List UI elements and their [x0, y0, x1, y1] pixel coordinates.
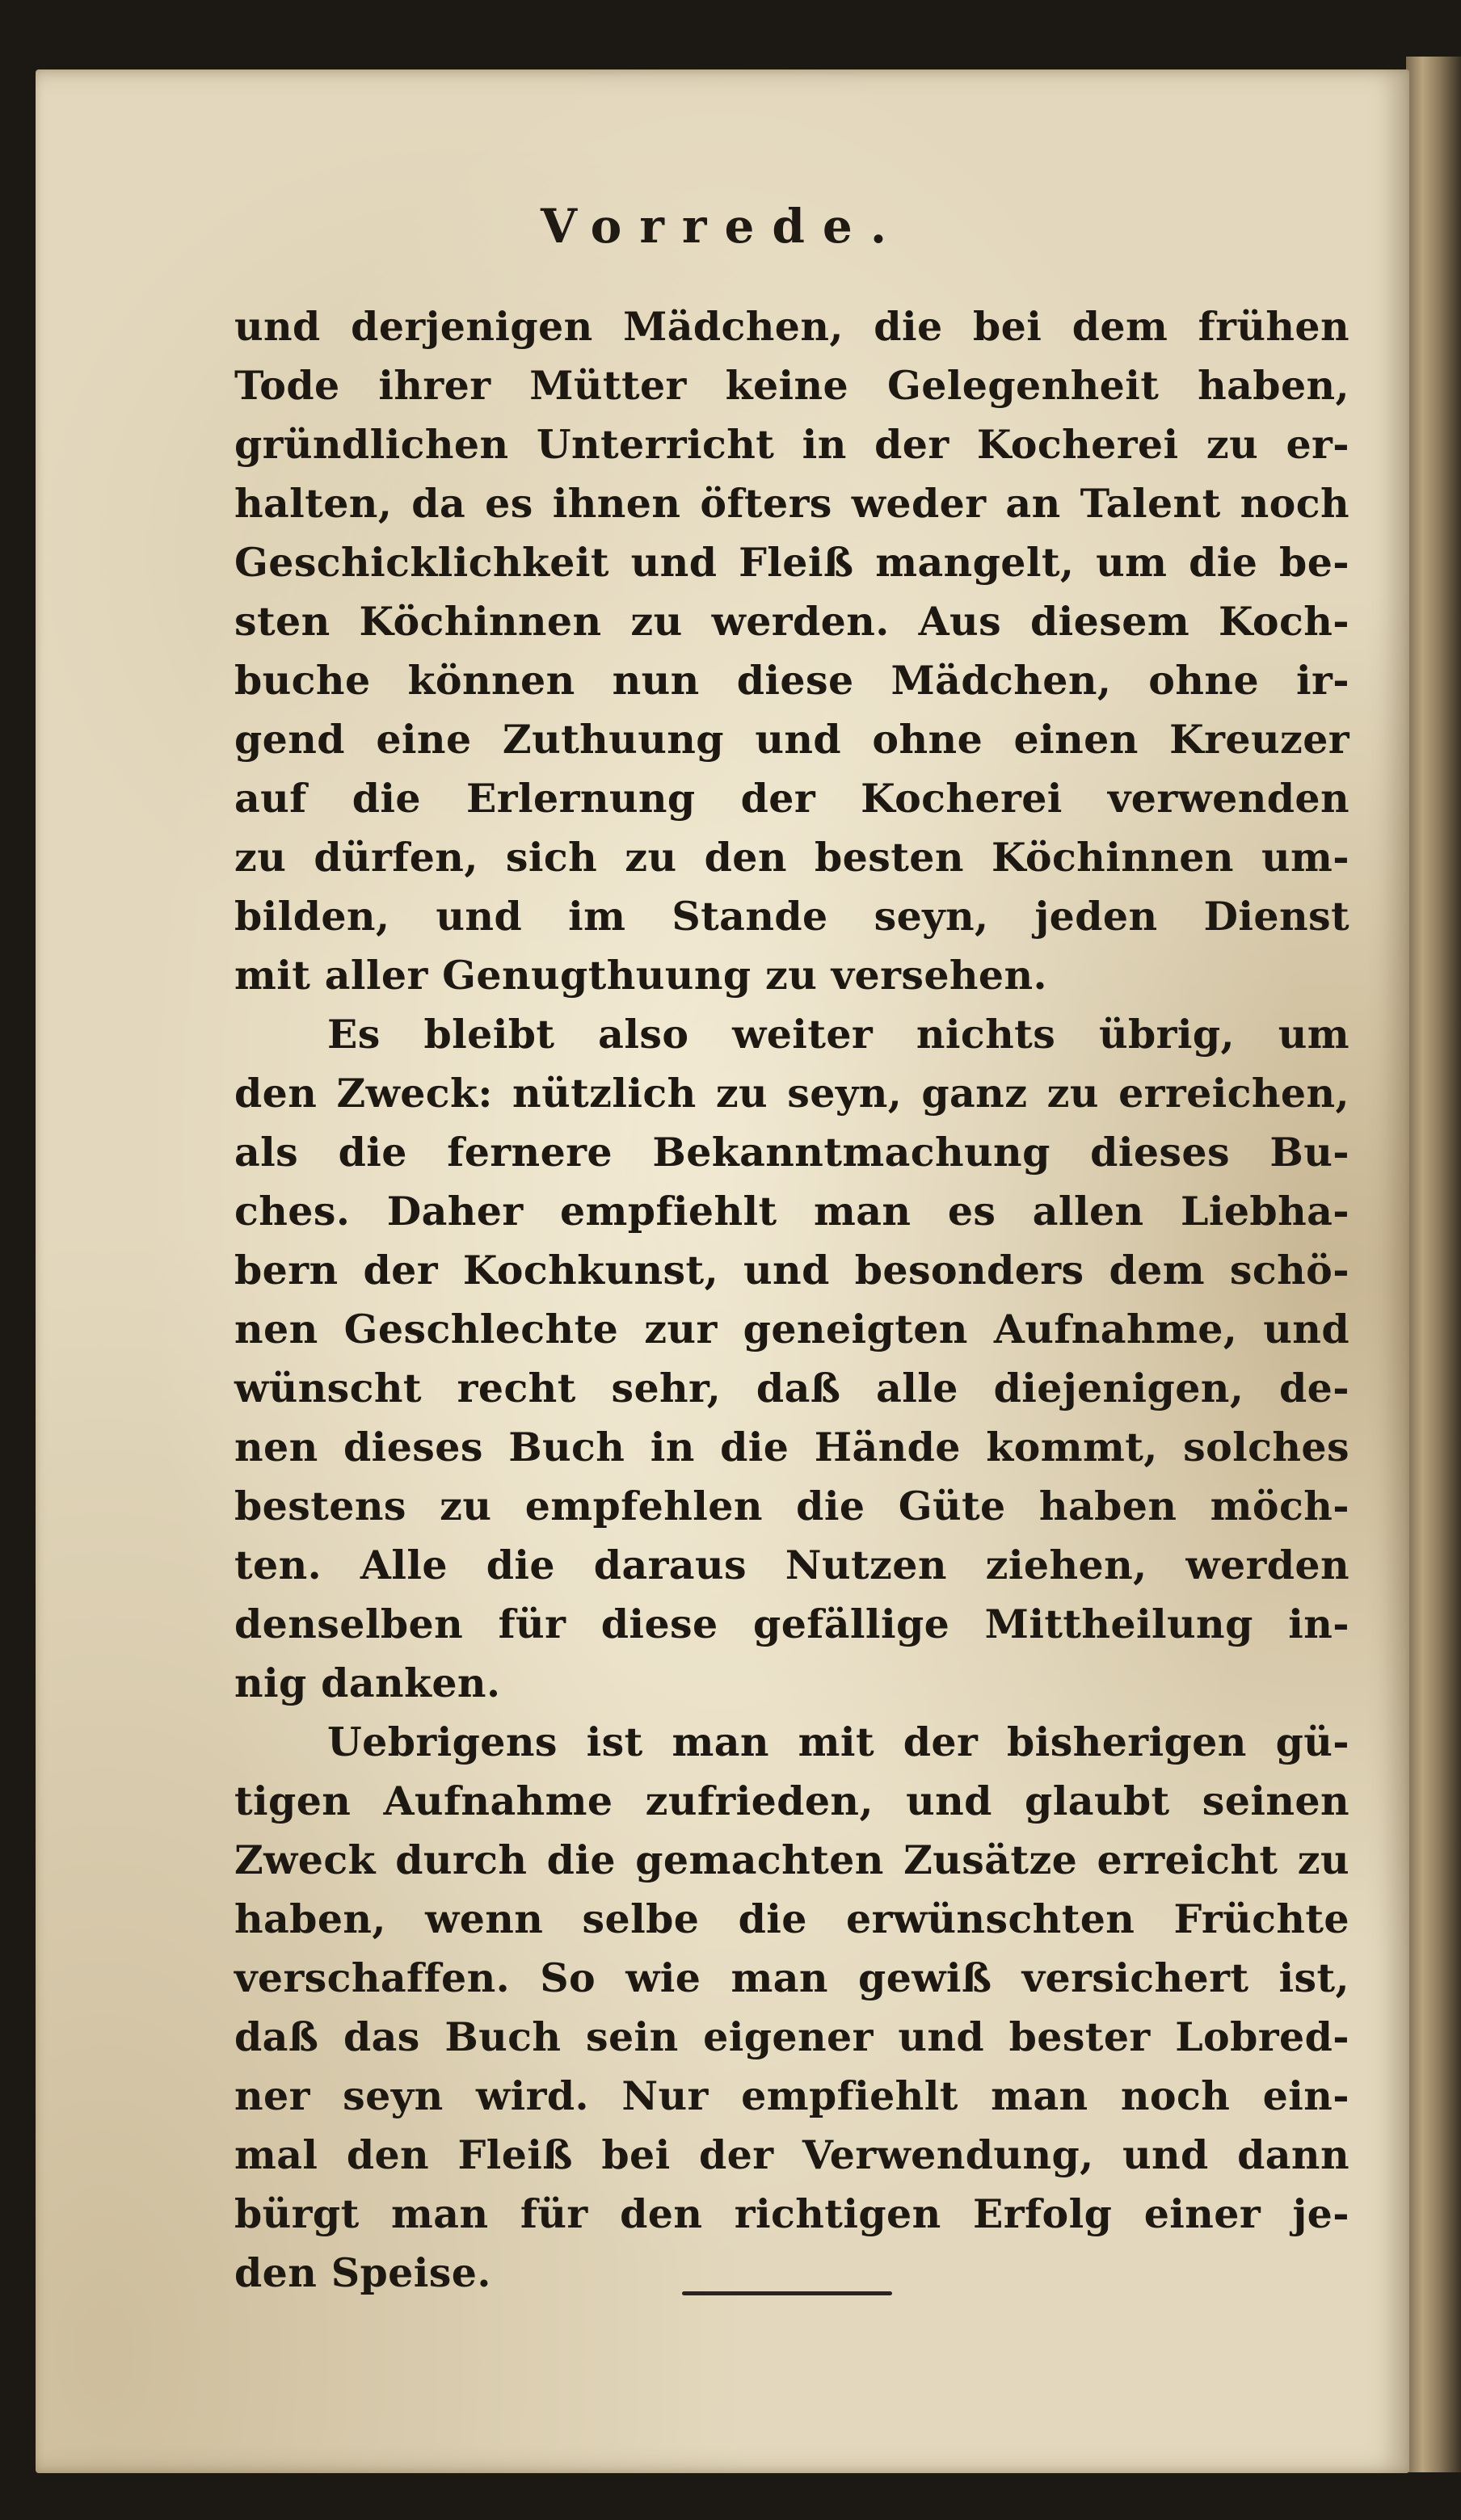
- text-line: Zweck durch die gemachten Zusätze erreicht zu: [234, 1836, 1349, 1883]
- text-line: Tode ihrer Mütter keine Gelegenheit haben,: [234, 362, 1349, 409]
- text-line: zu dürfen, sich zu den besten Köchinnen um-: [234, 834, 1349, 881]
- text-line: nig danken.: [234, 1660, 501, 1706]
- text-line: und derjenigen Mädchen, die bei dem frühen: [234, 303, 1349, 350]
- text-line: tigen Aufnahme zufrieden, und glaubt seinen: [234, 1777, 1349, 1824]
- body-text: [234, 297, 1349, 2303]
- end-rule-divider: [682, 2291, 892, 2295]
- text-line: denselben für diese gefällige Mittheilung in-: [234, 1601, 1349, 1647]
- text-line: sten Köchinnen zu werden. Aus diesem Koch-: [234, 598, 1349, 645]
- text-line: mal den Fleiß bei der Verwendung, und dann: [234, 2131, 1349, 2178]
- text-line: ten. Alle die daraus Nutzen ziehen, werden: [234, 1542, 1349, 1588]
- text-line: ches. Daher empfiehlt man es allen Liebha-: [234, 1188, 1349, 1235]
- text-line: Geschicklichkeit und Fleiß mangelt, um die be-: [234, 539, 1349, 586]
- running-head: Vorrede.: [540, 199, 905, 254]
- text-line: gend eine Zuthuung und ohne einen Kreuzer: [234, 716, 1349, 763]
- text-line: den Zweck: nützlich zu seyn, ganz zu erreichen,: [234, 1070, 1349, 1117]
- book-edge: [1406, 57, 1461, 2472]
- text-line: wünscht recht sehr, daß alle diejenigen, de-: [234, 1365, 1349, 1411]
- text-line: auf die Erlernung der Kocherei verwenden: [234, 775, 1349, 822]
- text-line: bilden, und im Stande seyn, jeden Dienst: [234, 893, 1349, 940]
- book-page: [36, 69, 1409, 2473]
- text-line: mit aller Genugthuung zu versehen.: [234, 952, 1047, 999]
- text-line: als die fernere Bekanntmachung dieses Bu-: [234, 1129, 1349, 1176]
- text-line: ner seyn wird. Nur empfiehlt man noch ein-: [234, 2072, 1349, 2119]
- text-line: verschaffen. So wie man gewiß versichert ist,: [234, 1954, 1349, 2001]
- text-line: bern der Kochkunst, und besonders dem schö-: [234, 1247, 1349, 1294]
- text-line: halten, da es ihnen öfters weder an Talent noch: [234, 480, 1349, 527]
- text-line: nen dieses Buch in die Hände kommt, solches: [234, 1424, 1349, 1470]
- text-line: den Speise.: [234, 2249, 491, 2296]
- text-line: bestens zu empfehlen die Güte haben möch-: [234, 1483, 1349, 1529]
- text-line: Es bleibt also weiter nichts übrig, um: [327, 1011, 1349, 1058]
- text-line: Uebrigens ist man mit der bisherigen gü-: [327, 1719, 1349, 1765]
- text-line: daß das Buch sein eigener und bester Lobred-: [234, 2013, 1349, 2060]
- text-line: bürgt man für den richtigen Erfolg einer je-: [234, 2190, 1349, 2237]
- text-line: haben, wenn selbe die erwünschten Früchte: [234, 1895, 1349, 1942]
- text-line: nen Geschlechte zur geneigten Aufnahme, und: [234, 1306, 1349, 1353]
- text-line: gründlichen Unterricht in der Kocherei zu er-: [234, 421, 1349, 468]
- text-line: buche können nun diese Mädchen, ohne ir-: [234, 657, 1349, 704]
